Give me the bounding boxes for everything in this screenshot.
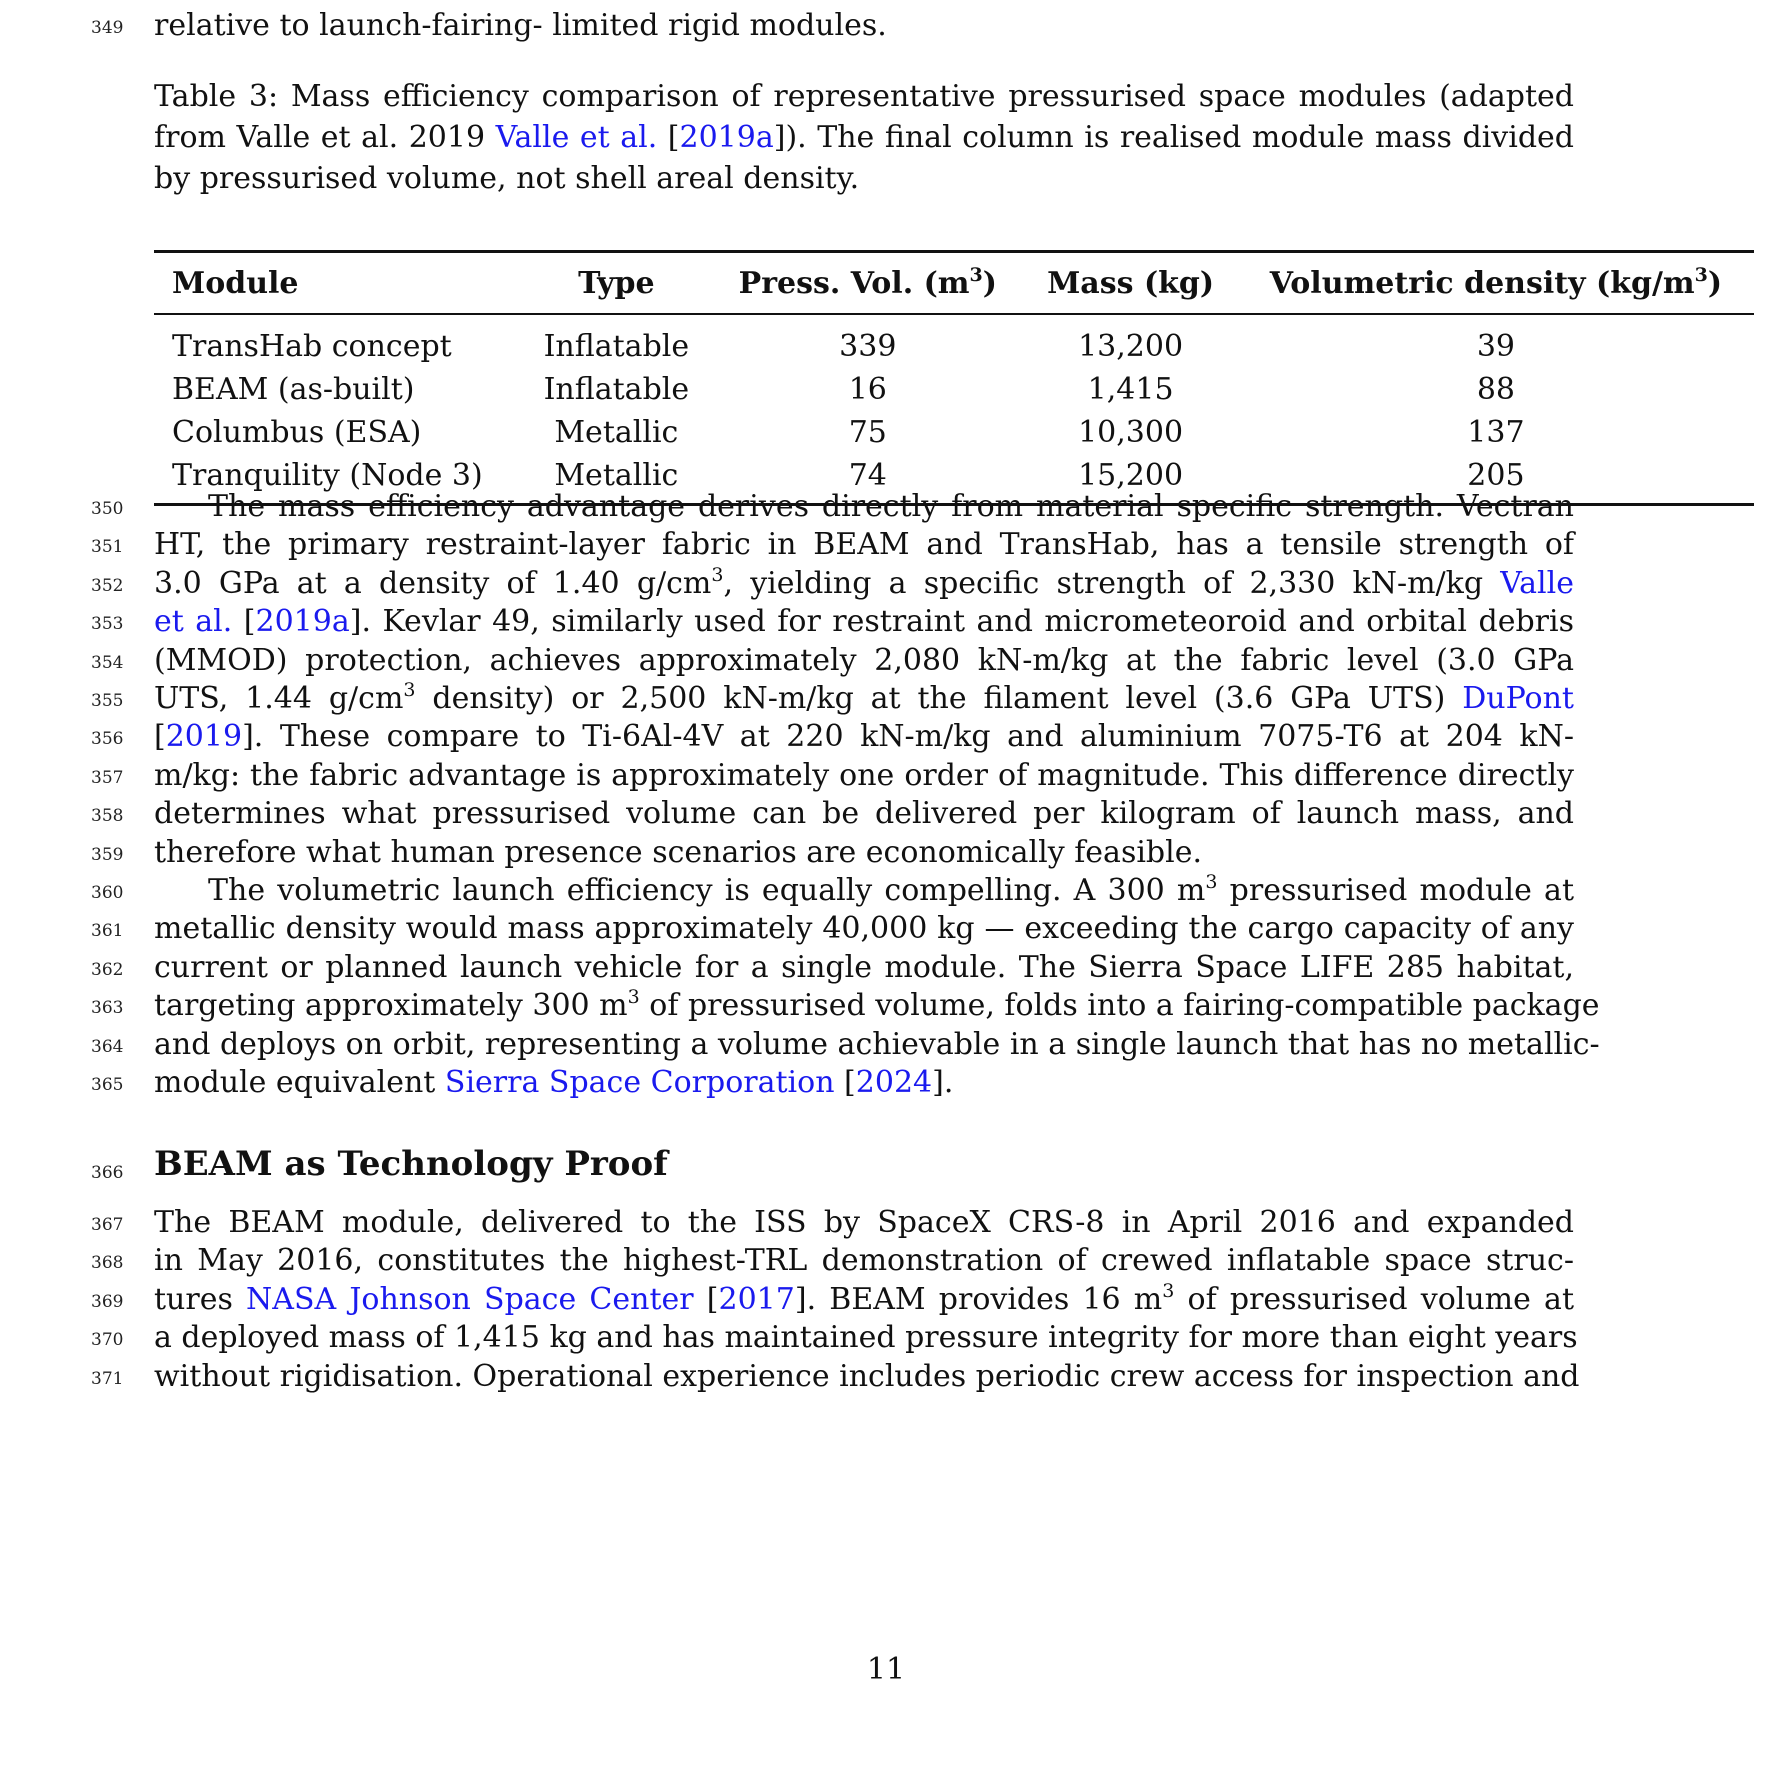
table-caption xyxy=(154,76,1574,199)
body-text-line xyxy=(154,871,1574,911)
superscript: 3 xyxy=(1162,1279,1175,1302)
table-row xyxy=(154,314,1754,368)
body-text-line xyxy=(154,641,1574,681)
body-text-line xyxy=(154,1063,1574,1103)
body-text-line xyxy=(154,794,1574,834)
text-run: HT, the primary restraint-layer fabric in BEAM and TransHab, has a tensile strength of xyxy=(154,527,1574,563)
text-run: in May 2016, constitutes the highest-TRL demonstration of crewed inflatable space struc- xyxy=(154,1243,1574,1279)
citation-link[interactable]: NASA Johnson Space Center xyxy=(246,1281,694,1317)
superscript: 3 xyxy=(1205,871,1218,893)
text-run: of pressurised volume, folds into a fairing-compatible package xyxy=(639,988,1600,1024)
caption-line: by pressurised volume, not shell areal density. xyxy=(154,161,860,196)
cell-density: 205 xyxy=(1467,458,1525,493)
line-number: 368 xyxy=(91,1253,124,1274)
body-text-line xyxy=(154,909,1574,949)
body-text-line xyxy=(154,525,1574,565)
text-run: targeting approximately 300 m xyxy=(154,988,628,1024)
citation-link[interactable]: 2017 xyxy=(718,1281,795,1317)
text-run: [ xyxy=(154,719,166,755)
text-run: (MMOD) protection, achieves approximately 2,080 kN-m/kg at the fabric level (3.0 GPa xyxy=(154,642,1574,678)
body-text-line xyxy=(154,1025,1600,1065)
body-text-line xyxy=(154,1357,1580,1397)
superscript: 3 xyxy=(627,986,640,1009)
text-run: determines what pressurised volume can be delivered per kilogram of launch mass, and xyxy=(154,796,1574,832)
citation-link[interactable]: 2019 xyxy=(165,719,243,755)
citation-link[interactable]: 2019a xyxy=(255,604,350,640)
line-number: 367 xyxy=(91,1215,124,1235)
line-number: 357 xyxy=(91,767,124,788)
cell-density: 88 xyxy=(1476,372,1516,407)
body-text-line xyxy=(154,1241,1574,1281)
text-run: pressurised module at xyxy=(1217,873,1574,908)
text-run: current or planned launch vehicle for a single module. The Sierra Space LIFE 285 habitat, xyxy=(154,949,1574,985)
cell-type: Metallic xyxy=(554,415,679,450)
body-text-line xyxy=(154,679,1574,719)
text-run: [ xyxy=(232,604,256,640)
mass-efficiency-table xyxy=(154,250,1754,506)
line-number: 370 xyxy=(91,1330,124,1351)
citation-link[interactable]: 2024 xyxy=(855,1065,933,1100)
line-number: 352 xyxy=(91,575,124,596)
cell-density: 39 xyxy=(1476,329,1516,364)
body-text-line xyxy=(154,487,1574,527)
text-run: 3.0 GPa at a density of 1.40 g/cm xyxy=(154,565,712,601)
line-number: 369 xyxy=(91,1291,124,1312)
line-number: 355 xyxy=(91,691,124,711)
line-number: 362 xyxy=(91,959,124,980)
text-run: density) or 2,500 kN-m/kg at the filament level (3.6 GPa UTS) xyxy=(415,681,1463,716)
citation-link[interactable]: et al. xyxy=(154,604,233,640)
header-density: Volumetric density $(kg/m^3)$ xyxy=(1269,263,1723,301)
header-module: Module xyxy=(172,265,299,301)
superscript: 3 xyxy=(711,563,724,586)
cell-mass: 10,300 xyxy=(1078,415,1184,450)
text-run: ]. Kevlar 49, similarly used for restraint and micrometeoroid and orbital debris xyxy=(349,604,1574,640)
caption-line: from Valle et al. 2019 Valle et al. [2019a]). The final column is realised module mass divided xyxy=(154,120,1574,155)
body-text-line xyxy=(154,756,1574,796)
line-number: 364 xyxy=(91,1036,124,1057)
cell-mass: 13,200 xyxy=(1078,329,1184,364)
header-volume: Press. Vol. $(m^3)$ xyxy=(738,263,997,301)
text-run: module equivalent xyxy=(154,1065,445,1100)
body-text-line xyxy=(154,717,1574,757)
header-type: Type xyxy=(578,265,655,301)
section-heading: BEAM as Technology Proof xyxy=(154,1144,668,1184)
cell-module: BEAM (as-built) xyxy=(172,372,415,407)
text-run: of pressurised volume at xyxy=(1174,1281,1574,1317)
text-run: , yielding a specific strength of 2,330 kN-m/kg xyxy=(723,565,1501,601)
body-text-line xyxy=(154,1318,1578,1358)
header-mass: Mass (kg) xyxy=(1047,265,1215,301)
text-run: and deploys on orbit, representing a volume achievable in a single launch that has no metallic- xyxy=(154,1026,1600,1062)
body-text-line xyxy=(154,1203,1574,1243)
text-run: without rigidisation. Operational experience includes periodic crew access for inspection and xyxy=(154,1358,1580,1394)
text-run: The volumetric launch efficiency is equally compelling. A 300 m xyxy=(208,873,1206,908)
cell-module: Columbus (ESA) xyxy=(172,415,422,450)
text-run: tures xyxy=(154,1281,247,1317)
cell-type: Inflatable xyxy=(543,372,690,407)
text-run: ]. These compare to Ti-6Al-4V at 220 kN-m/kg and aluminium 7075-T6 at 204 kN- xyxy=(242,719,1574,755)
body-text-line xyxy=(154,986,1600,1026)
superscript: 3 xyxy=(403,679,416,701)
text-run: ]. xyxy=(932,1065,954,1100)
text-run: [ xyxy=(834,1065,856,1100)
line-number: 359 xyxy=(91,844,124,865)
line-number: 361 xyxy=(91,921,124,942)
line-number: 366 xyxy=(91,1163,124,1183)
cell-volume: 16 xyxy=(848,372,887,407)
table-row xyxy=(154,411,1754,454)
line-number: 351 xyxy=(91,537,124,558)
text-run: m/kg: the fabric advantage is approximately one order of magnitude. This difference directly xyxy=(154,757,1574,793)
line-number: 350 xyxy=(91,499,124,519)
line-number: 365 xyxy=(91,1075,124,1095)
cell-type: Metallic xyxy=(554,458,679,493)
text-run: The mass efficiency advantage derives directly from material specific strength. Vectran xyxy=(208,489,1574,524)
body-text-line: relative to launch-fairing- limited rigid modules. xyxy=(154,8,887,43)
text-run: therefore what human presence scenarios are economically feasible. xyxy=(154,834,1203,870)
text-run: The BEAM module, delivered to the ISS by SpaceX CRS-8 in April 2016 and expanded xyxy=(154,1205,1574,1240)
text-run: a deployed mass of 1,415 kg and has maintained pressure integrity for more than eight years xyxy=(154,1320,1578,1356)
citation-link[interactable]: 2019a xyxy=(679,120,774,155)
line-number: 353 xyxy=(91,614,124,635)
citation-link[interactable]: Valle et al. xyxy=(495,120,658,155)
caption-line: Table 3: Mass efficiency comparison of representative pressurised space modules (adapted xyxy=(154,79,1574,114)
text-run: UTS, 1.44 g/cm xyxy=(154,681,404,716)
cell-density: 137 xyxy=(1467,415,1525,450)
table-row xyxy=(154,368,1754,411)
page-number: 11 xyxy=(866,1652,906,1687)
line-number: 358 xyxy=(91,806,124,827)
line-number: 356 xyxy=(91,729,124,750)
cell-mass: 1,415 xyxy=(1087,372,1174,407)
body-text-line xyxy=(154,602,1574,642)
body-text-line xyxy=(154,1280,1574,1320)
line-number: 360 xyxy=(91,883,124,903)
citation-link[interactable]: Valle xyxy=(1500,565,1574,601)
body-text-line xyxy=(154,833,1574,873)
citation-link[interactable]: DuPont xyxy=(1462,681,1574,716)
line-number: 354 xyxy=(91,652,124,673)
line-number: 349 xyxy=(91,18,124,38)
cell-mass: 15,200 xyxy=(1078,458,1184,493)
cell-module: Tranquility (Node 3) xyxy=(172,458,483,493)
cell-volume: 74 xyxy=(848,458,887,493)
body-text-line xyxy=(154,948,1574,988)
cell-volume: 75 xyxy=(848,415,887,450)
citation-link[interactable]: Sierra Space Corporation xyxy=(444,1065,835,1100)
line-number: 371 xyxy=(91,1368,124,1389)
line-number: 363 xyxy=(91,998,124,1019)
cell-volume: 339 xyxy=(839,329,897,364)
cell-module: TransHab concept xyxy=(172,329,452,364)
text-run: metallic density would mass approximately 40,000 kg — exceeding the cargo capacity of any xyxy=(154,911,1574,947)
table-header-row xyxy=(154,252,1754,315)
text-run: ]. BEAM provides 16 m xyxy=(794,1281,1163,1317)
text-run: [ xyxy=(693,1281,719,1317)
body-text-line xyxy=(154,564,1574,604)
cell-type: Inflatable xyxy=(543,329,690,364)
